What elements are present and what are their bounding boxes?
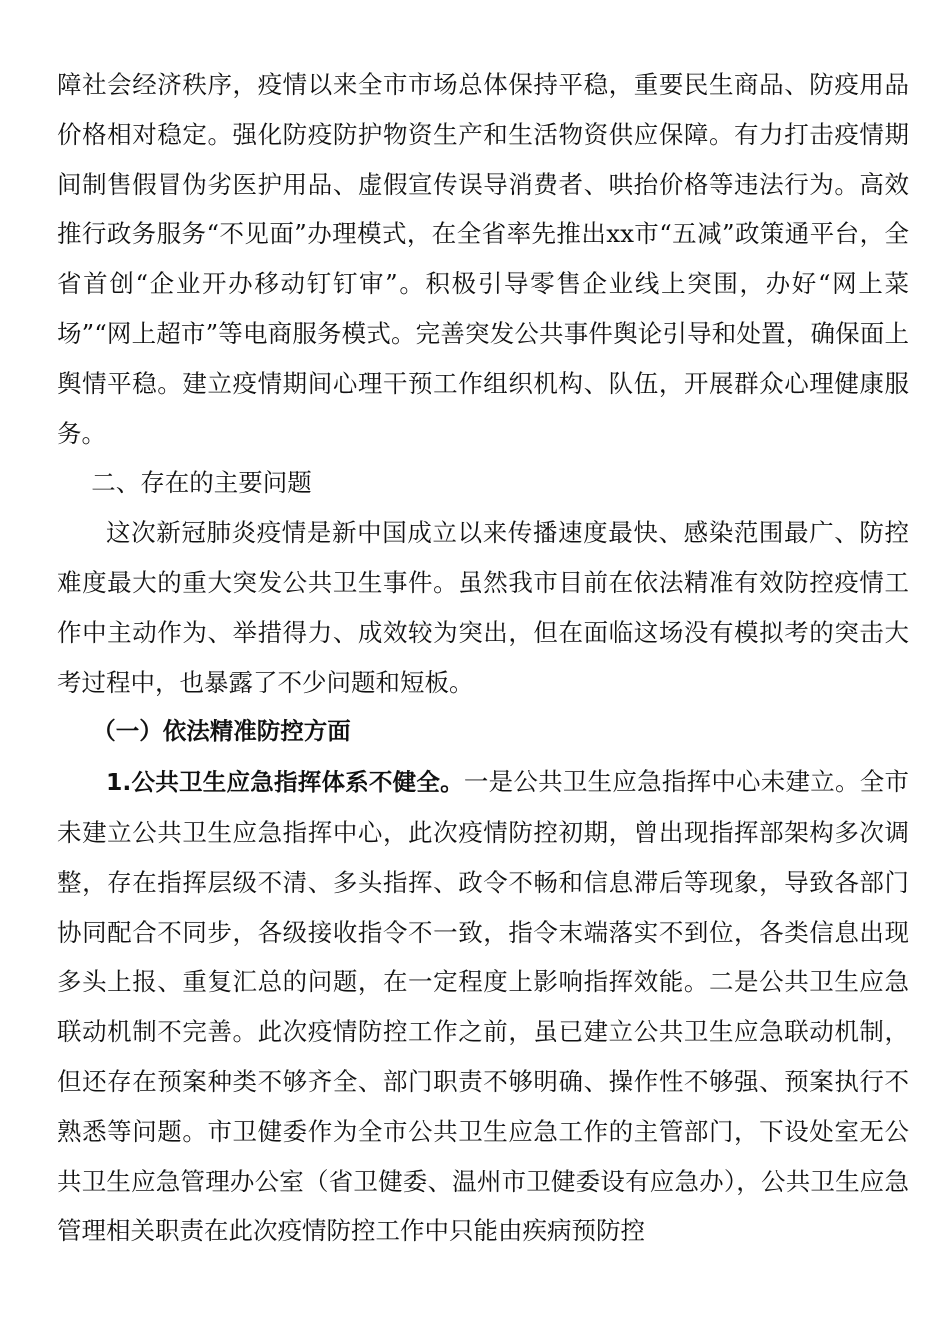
- document-page: [57, 60, 909, 1256]
- item-paragraph: [57, 757, 909, 1256]
- body-paragraph: 障社会经济秩序，疫情以来全市市场总体保持平稳，重要民生商品、防疫用品价格相对稳定。强化防疫防护物资生产和生活物资供应保障。有力打击疫情期间制售假冒伪劣医护用品、虚假宣传误导消费者、哄抬价格等违法行为。高效推行政务服务“不见面”办理模式，在全省率先推出xx市“五减”政策通平台，全省首创“企业开办移动钉钉审”。积极引导零售企业线上突围，办好“网上菜场”“网上超市”等电商服务模式。完善突发公共事件舆论引导和处置，确保面上舆情平稳。建立疫情期间心理干预工作组织机构、队伍，开展群众心理健康服务。: [57, 70, 909, 448]
- item-body: 一是公共卫生应急指挥中心未建立。全市未建立公共卫生应急指挥中心，此次疫情防控初期，曾出现指挥部架构多次调整，存在指挥层级不清、多头指挥、政令不畅和信息滞后等现象，导致各部门协同配合不同步，各级接收指令不一致，指令末端落实不到位，各类信息出现多头上报、重复汇总的问题，在一定程度上影响指挥效能。二是公共卫生应急联动机制不完善。此次疫情防控工作之前，虽已建立公共卫生应急联动机制，但还存在预案种类不够齐全、部门职责不够明确、操作性不够强、预案执行不熟悉等问题。市卫健委作为全市公共卫生应急工作的主管部门，下设处室无公共卫生应急管理办公室（省卫健委、温州市卫健委设有应急办），公共卫生应急管理相关职责在此次疫情防控工作中只能由疾病预防控: [57, 767, 910, 1246]
- section-heading: 二、存在的主要问题: [91, 468, 312, 498]
- item-title: 1.公共卫生应急指挥体系不健全。: [106, 768, 464, 797]
- subsection-heading: （一）依法精准防控方面: [92, 717, 351, 746]
- body-paragraph: 这次新冠肺炎疫情是新中国成立以来传播速度最快、感染范围最广、防控难度最大的重大突发公共卫生事件。虽然我市目前在依法精准有效防控疫情工作中主动作为、举措得力、成效较为突出，但在面临这场没有模拟考的突击大考过程中，也暴露了不少问题和短板。: [57, 518, 909, 697]
